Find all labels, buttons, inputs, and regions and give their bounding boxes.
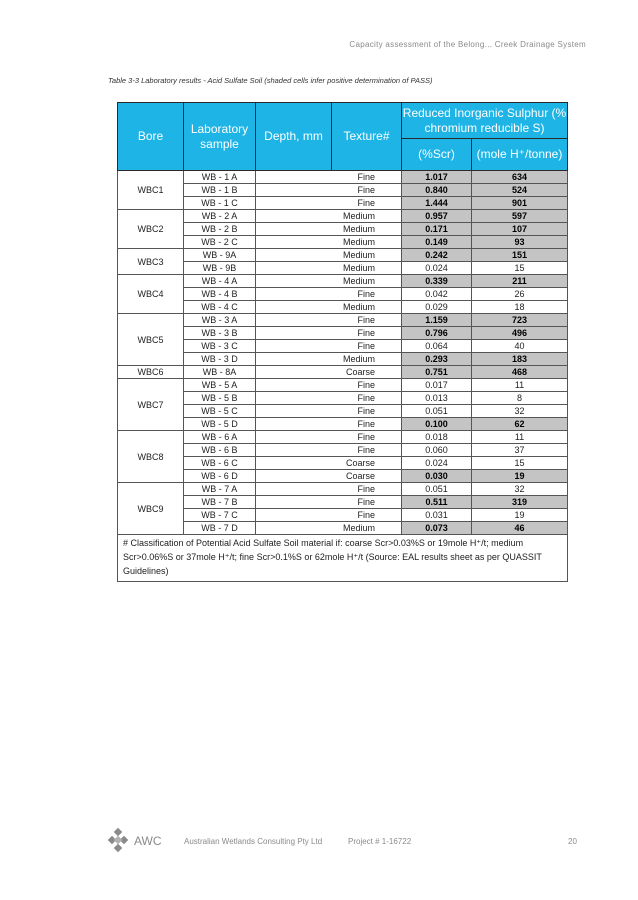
scr-cell: 0.064 [402, 340, 472, 353]
texture-cell: Fine [256, 197, 402, 210]
bore-cell: WBC1 [118, 171, 184, 210]
mole-cell: 15 [472, 262, 568, 275]
scr-cell: 0.957 [402, 210, 472, 223]
scr-cell: 1.444 [402, 197, 472, 210]
table-row [118, 197, 568, 210]
texture-cell: Fine [256, 288, 402, 301]
mole-cell: 46 [472, 522, 568, 535]
mole-cell: 15 [472, 457, 568, 470]
sample-cell: WB - 3 D [184, 353, 256, 366]
table-row [118, 275, 568, 288]
table-row [118, 301, 568, 314]
table-row [118, 457, 568, 470]
mole-cell: 37 [472, 444, 568, 457]
sample-cell: WB - 6 B [184, 444, 256, 457]
scr-cell: 0.060 [402, 444, 472, 457]
scr-cell: 0.840 [402, 184, 472, 197]
scr-cell: 0.024 [402, 457, 472, 470]
texture-cell: Fine [256, 431, 402, 444]
scr-cell: 0.796 [402, 327, 472, 340]
scr-cell: 0.024 [402, 262, 472, 275]
scr-cell: 0.293 [402, 353, 472, 366]
scr-cell: 0.017 [402, 379, 472, 392]
table-row [118, 522, 568, 535]
table-row [118, 314, 568, 327]
table-row [118, 496, 568, 509]
mole-cell: 11 [472, 379, 568, 392]
mole-cell: 40 [472, 340, 568, 353]
mole-cell: 107 [472, 223, 568, 236]
col-header-depth: Depth, mm [256, 103, 332, 171]
texture-cell: Fine [256, 171, 402, 184]
scr-cell: 0.242 [402, 249, 472, 262]
table-footnote: # Classification of Potential Acid Sulfate Soil material if: coarse Scr>0.03%S or 19mole H⁺/t; medium Scr>0.06%S or 37mole H⁺/t; fine Scr>0.1%S or 62mole H⁺/t (Source: EAL results sheet as per QUASSIT Guidelines) [118, 535, 568, 582]
texture-cell: Fine [256, 327, 402, 340]
scr-cell: 0.013 [402, 392, 472, 405]
mole-cell: 496 [472, 327, 568, 340]
scr-cell: 0.042 [402, 288, 472, 301]
scr-cell: 0.171 [402, 223, 472, 236]
table-row [118, 184, 568, 197]
texture-cell: Fine [256, 379, 402, 392]
footer-company: Australian Wetlands Consulting Pty Ltd [184, 837, 323, 846]
texture-cell: Medium [256, 353, 402, 366]
texture-cell: Fine [256, 444, 402, 457]
mole-cell: 723 [472, 314, 568, 327]
col-header-sulphur: Reduced Inorganic Sulphur (% chromium reducible S) [402, 103, 568, 139]
table-row [118, 418, 568, 431]
sample-cell: WB - 7 A [184, 483, 256, 496]
table-row [118, 431, 568, 444]
scr-cell: 1.017 [402, 171, 472, 184]
texture-cell: Coarse [256, 457, 402, 470]
table-row [118, 236, 568, 249]
texture-cell: Medium [256, 236, 402, 249]
scr-cell: 0.073 [402, 522, 472, 535]
sample-cell: WB - 1 C [184, 197, 256, 210]
col-header-mole: (mole H⁺/tonne) [472, 139, 568, 171]
col-header-bore: Bore [118, 103, 184, 171]
table-row [118, 288, 568, 301]
texture-cell: Coarse [256, 366, 402, 379]
scr-cell: 0.029 [402, 301, 472, 314]
mole-cell: 19 [472, 509, 568, 522]
texture-cell: Fine [256, 509, 402, 522]
bore-cell: WBC4 [118, 275, 184, 314]
mole-cell: 62 [472, 418, 568, 431]
col-header-scr: (%Scr) [402, 139, 472, 171]
footer-page-number: 20 [568, 837, 577, 846]
sample-cell: WB - 7 C [184, 509, 256, 522]
bore-cell: WBC3 [118, 249, 184, 275]
col-header-sample: Laboratory sample [184, 103, 256, 171]
logo-text: AWC [134, 834, 162, 848]
sample-cell: WB - 6 A [184, 431, 256, 444]
table-row [118, 444, 568, 457]
table-row [118, 509, 568, 522]
table-row [118, 171, 568, 184]
table-row [118, 392, 568, 405]
table-row [118, 340, 568, 353]
bore-cell: WBC7 [118, 379, 184, 431]
sample-cell: WB - 4 A [184, 275, 256, 288]
sample-cell: WB - 4 B [184, 288, 256, 301]
sample-cell: WB - 5 A [184, 379, 256, 392]
mole-cell: 319 [472, 496, 568, 509]
scr-cell: 0.030 [402, 470, 472, 483]
texture-cell: Medium [256, 262, 402, 275]
texture-cell: Medium [256, 249, 402, 262]
sample-cell: WB - 1 B [184, 184, 256, 197]
sample-cell: WB - 9A [184, 249, 256, 262]
texture-cell: Medium [256, 301, 402, 314]
texture-cell: Fine [256, 314, 402, 327]
texture-cell: Medium [256, 275, 402, 288]
sample-cell: WB - 3 C [184, 340, 256, 353]
table-row [118, 366, 568, 379]
scr-cell: 0.051 [402, 483, 472, 496]
bore-cell: WBC9 [118, 483, 184, 535]
mole-cell: 8 [472, 392, 568, 405]
scr-cell: 0.051 [402, 405, 472, 418]
sample-cell: WB - 8A [184, 366, 256, 379]
bore-cell: WBC5 [118, 314, 184, 366]
awc-logo-icon [106, 828, 130, 852]
table-row [118, 483, 568, 496]
scr-cell: 0.339 [402, 275, 472, 288]
texture-cell: Fine [256, 418, 402, 431]
mole-cell: 211 [472, 275, 568, 288]
texture-cell: Coarse [256, 470, 402, 483]
running-header: Capacity assessment of the Belong... Creek Drainage System [349, 40, 586, 49]
bore-cell: WBC6 [118, 366, 184, 379]
sample-cell: WB - 1 A [184, 171, 256, 184]
sample-cell: WB - 3 B [184, 327, 256, 340]
texture-cell: Medium [256, 223, 402, 236]
sample-cell: WB - 7 B [184, 496, 256, 509]
table-row [118, 379, 568, 392]
scr-cell: 0.511 [402, 496, 472, 509]
lab-results-table [117, 102, 568, 582]
table-row [118, 210, 568, 223]
sample-cell: WB - 3 A [184, 314, 256, 327]
mole-cell: 468 [472, 366, 568, 379]
mole-cell: 26 [472, 288, 568, 301]
table-row [118, 262, 568, 275]
bore-cell: WBC2 [118, 210, 184, 249]
texture-cell: Fine [256, 392, 402, 405]
sample-cell: WB - 6 C [184, 457, 256, 470]
mole-cell: 93 [472, 236, 568, 249]
sample-cell: WB - 9B [184, 262, 256, 275]
table-row [118, 470, 568, 483]
scr-cell: 0.100 [402, 418, 472, 431]
table-caption: Table 3-3 Laboratory results - Acid Sulfate Soil (shaded cells infer positive determination of PASS) [108, 76, 433, 85]
sample-cell: WB - 2 A [184, 210, 256, 223]
mole-cell: 183 [472, 353, 568, 366]
mole-cell: 32 [472, 483, 568, 496]
sample-cell: WB - 6 D [184, 470, 256, 483]
scr-cell: 0.751 [402, 366, 472, 379]
mole-cell: 901 [472, 197, 568, 210]
sample-cell: WB - 2 B [184, 223, 256, 236]
table-row [118, 405, 568, 418]
scr-cell: 1.159 [402, 314, 472, 327]
scr-cell: 0.031 [402, 509, 472, 522]
scr-cell: 0.018 [402, 431, 472, 444]
sample-cell: WB - 4 C [184, 301, 256, 314]
sample-cell: WB - 5 D [184, 418, 256, 431]
texture-cell: Fine [256, 496, 402, 509]
mole-cell: 11 [472, 431, 568, 444]
table-row [118, 223, 568, 236]
texture-cell: Medium [256, 522, 402, 535]
texture-cell: Fine [256, 184, 402, 197]
texture-cell: Medium [256, 210, 402, 223]
mole-cell: 32 [472, 405, 568, 418]
col-header-texture: Texture# [332, 103, 402, 171]
texture-cell: Fine [256, 483, 402, 496]
scr-cell: 0.149 [402, 236, 472, 249]
sample-cell: WB - 5 B [184, 392, 256, 405]
mole-cell: 18 [472, 301, 568, 314]
texture-cell: Fine [256, 405, 402, 418]
mole-cell: 19 [472, 470, 568, 483]
mole-cell: 151 [472, 249, 568, 262]
table-body [118, 171, 568, 535]
sample-cell: WB - 2 C [184, 236, 256, 249]
bore-cell: WBC8 [118, 431, 184, 483]
footer-project: Project # 1-16722 [348, 837, 412, 846]
mole-cell: 634 [472, 171, 568, 184]
texture-cell: Fine [256, 340, 402, 353]
sample-cell: WB - 7 D [184, 522, 256, 535]
sample-cell: WB - 5 C [184, 405, 256, 418]
table-row [118, 249, 568, 262]
table-row [118, 327, 568, 340]
table-row [118, 353, 568, 366]
mole-cell: 597 [472, 210, 568, 223]
mole-cell: 524 [472, 184, 568, 197]
